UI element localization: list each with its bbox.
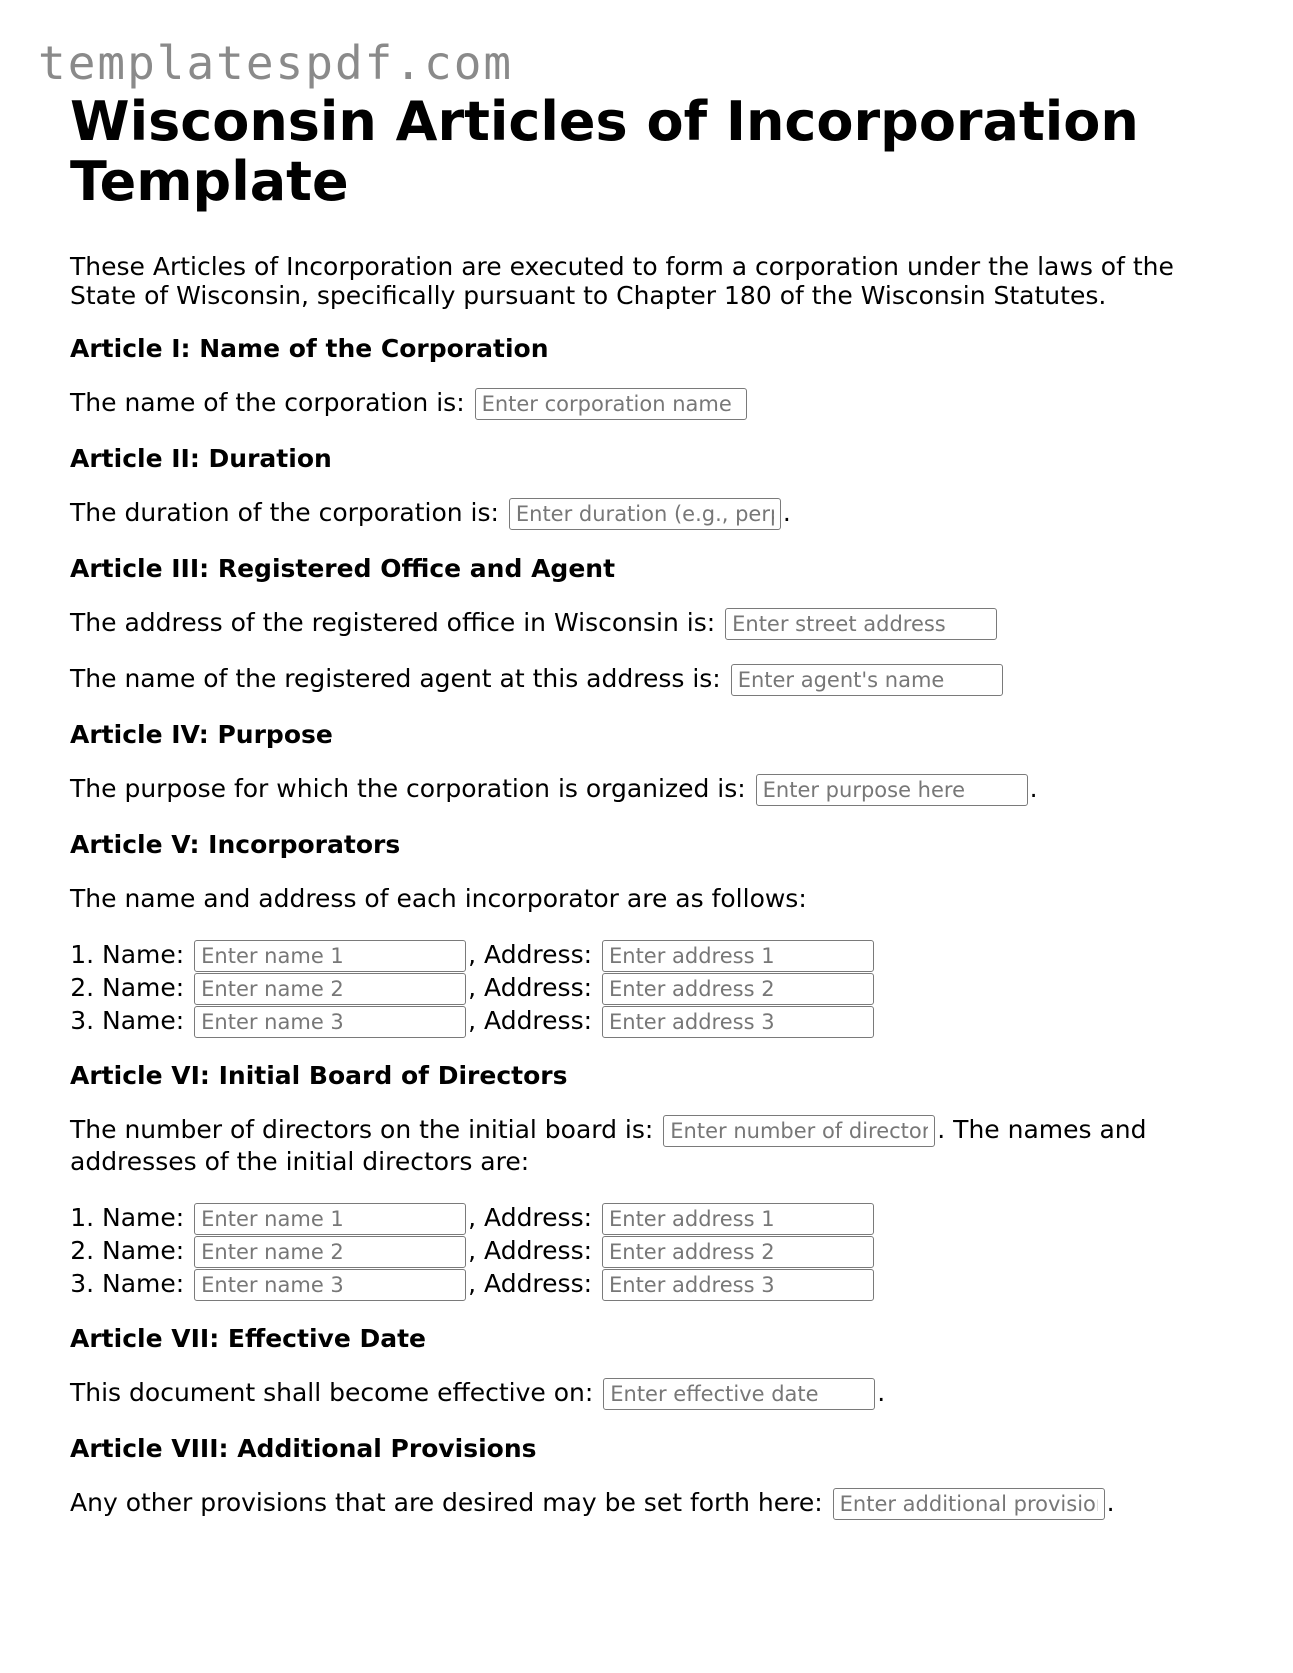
list-item (102, 1267, 1230, 1300)
directors-list (70, 1201, 1230, 1300)
purpose-input[interactable] (756, 774, 1028, 806)
watermark: templatespdf.com (38, 36, 514, 90)
director-3-address-input[interactable] (602, 1269, 874, 1301)
additional-provisions-input[interactable] (833, 1488, 1105, 1520)
article-7-line (70, 1378, 1230, 1410)
registered-office-text: The address of the registered office in Wisconsin is: (70, 608, 716, 637)
article-1-text: The name of the corporation is: (70, 388, 465, 417)
incorporator-2-address-input[interactable] (602, 973, 874, 1005)
article-6-text-after: . The names and addresses of the initial directors are: (70, 1115, 1147, 1176)
article-5-text: The name and address of each incorporator are as follows: (70, 884, 807, 913)
name-label: Name: (102, 973, 185, 1002)
registered-agent-text: The name of the registered agent at this address is: (70, 664, 721, 693)
list-item (102, 1004, 1230, 1037)
incorporator-3-name-input[interactable] (194, 1006, 466, 1038)
article-8-heading: Article VIII: Additional Provisions (70, 1434, 537, 1463)
page-title: Wisconsin Articles of Incorporation Template (70, 90, 1139, 213)
article-6-text: The number of directors on the initial board is: (70, 1115, 654, 1144)
name-label: Name: (102, 1203, 185, 1232)
article-2-suffix: . (782, 498, 791, 527)
article-4-suffix: . (1029, 774, 1038, 803)
registered-office-line (70, 608, 1230, 640)
list-item (102, 938, 1230, 971)
article-8-text: Any other provisions that are desired may be set forth here: (70, 1488, 823, 1517)
list-item (102, 1234, 1230, 1267)
duration-input[interactable] (509, 498, 781, 530)
article-4-line (70, 774, 1230, 806)
registered-agent-name-input[interactable] (731, 664, 1003, 696)
name-label: Name: (102, 940, 185, 969)
director-1-name-input[interactable] (194, 1203, 466, 1235)
number-of-directors-input[interactable] (663, 1115, 935, 1147)
director-1-address-input[interactable] (602, 1203, 874, 1235)
director-3-name-input[interactable] (194, 1269, 466, 1301)
director-2-name-input[interactable] (194, 1236, 466, 1268)
address-label: , Address: (468, 940, 593, 969)
article-1-heading: Article I: Name of the Corporation (70, 334, 549, 363)
article-2-text: The duration of the corporation is: (70, 498, 499, 527)
corporation-name-input[interactable] (475, 388, 747, 420)
article-2-line (70, 498, 1230, 530)
registered-office-address-input[interactable] (725, 608, 997, 640)
article-7-text: This document shall become effective on: (70, 1378, 594, 1407)
name-label: Name: (102, 1006, 185, 1035)
address-label: , Address: (468, 1236, 593, 1265)
article-8-line (70, 1488, 1230, 1520)
article-2-heading: Article II: Duration (70, 444, 332, 473)
address-label: , Address: (468, 1269, 593, 1298)
list-item (102, 1201, 1230, 1234)
address-label: , Address: (468, 1203, 593, 1232)
incorporator-2-name-input[interactable] (194, 973, 466, 1005)
incorporators-list (70, 938, 1230, 1037)
document-page (70, 92, 1230, 1520)
article-1-line (70, 388, 1230, 420)
article-6-line (70, 1115, 1230, 1177)
incorporator-1-address-input[interactable] (602, 940, 874, 972)
name-label: Name: (102, 1236, 185, 1265)
article-5-heading: Article V: Incorporators (70, 830, 401, 859)
article-7-suffix: . (877, 1378, 886, 1407)
intro-paragraph: These Articles of Incorporation are executed to form a corporation under the laws of the State of Wisconsin, specifically pursuant to Chapter 180 of the Wisconsin Statutes. (70, 252, 1174, 310)
article-3-heading: Article III: Registered Office and Agent (70, 554, 616, 583)
article-8-suffix: . (1106, 1488, 1115, 1517)
address-label: , Address: (468, 1006, 593, 1035)
name-label: Name: (102, 1269, 185, 1298)
director-2-address-input[interactable] (602, 1236, 874, 1268)
article-4-heading: Article IV: Purpose (70, 720, 333, 749)
article-7-heading: Article VII: Effective Date (70, 1324, 427, 1353)
article-6-heading: Article VI: Initial Board of Directors (70, 1061, 568, 1090)
incorporator-3-address-input[interactable] (602, 1006, 874, 1038)
article-4-text: The purpose for which the corporation is organized is: (70, 774, 746, 803)
address-label: , Address: (468, 973, 593, 1002)
list-item (102, 971, 1230, 1004)
registered-agent-line (70, 664, 1230, 696)
effective-date-input[interactable] (603, 1378, 875, 1410)
incorporator-1-name-input[interactable] (194, 940, 466, 972)
